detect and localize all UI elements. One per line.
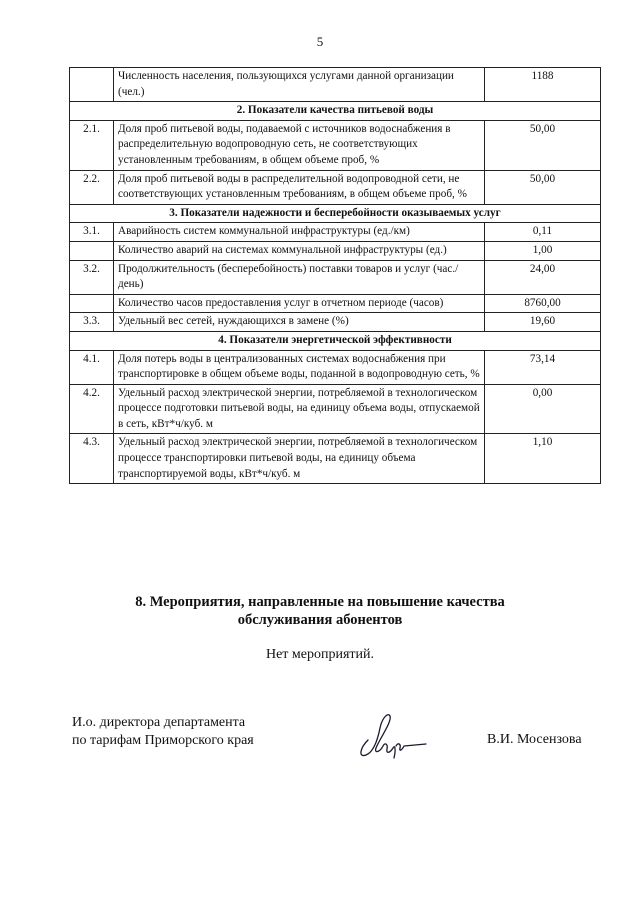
section-8-heading-line: обслуживания абонентов (237, 612, 403, 628)
signatory-name: В.И. Мосензова (487, 732, 582, 747)
table-row (70, 241, 601, 260)
row-number: 2.2. (70, 170, 114, 204)
row-description: Аварийность систем коммунальной инфраструктуры (ед./км) (114, 223, 485, 242)
row-value: 1,10 (485, 434, 601, 484)
row-number (70, 68, 114, 102)
signatory-position (72, 714, 254, 750)
table-row (70, 384, 601, 434)
row-number: 4.2. (70, 384, 114, 434)
row-number: 3.3. (70, 313, 114, 332)
table-row (70, 434, 601, 484)
table-row (70, 120, 601, 170)
row-value: 50,00 (485, 120, 601, 170)
row-number (70, 294, 114, 313)
row-value: 1188 (485, 68, 601, 102)
row-value: 73,14 (485, 350, 601, 384)
row-number: 3.1. (70, 223, 114, 242)
row-number: 4.1. (70, 350, 114, 384)
table-row (70, 350, 601, 384)
table-row (70, 68, 601, 102)
row-description: Численность населения, пользующихся услугами данной организации (чел.) (114, 68, 485, 102)
row-value: 0,11 (485, 223, 601, 242)
row-description: Доля проб питьевой воды в распределительной водопроводной сети, не соответствующих установленным требованиям, в общем объеме проб, % (114, 170, 485, 204)
row-number: 2.1. (70, 120, 114, 170)
row-description: Доля проб питьевой воды, подаваемой с источников водоснабжения в распределительную водопроводную сеть, не соответствующих установленным требованиям, в общем объеме проб, % (114, 120, 485, 170)
row-value: 8760,00 (485, 294, 601, 313)
row-number: 3.2. (70, 260, 114, 294)
section-heading: 2. Показатели качества питьевой воды (70, 102, 601, 121)
section-row (70, 102, 601, 121)
row-value: 0,00 (485, 384, 601, 434)
row-number (70, 241, 114, 260)
indicators-table (69, 67, 601, 484)
page-number: 5 (316, 34, 324, 49)
row-description: Продолжительность (бесперебойность) поставки товаров и услуг (час./день) (114, 260, 485, 294)
table-row (70, 170, 601, 204)
table-row (70, 260, 601, 294)
row-description: Удельный расход электрической энергии, потребляемой в технологическом процессе транспортировки питьевой воды, на единицу объема транспортируемой воды, кВт*ч/куб. м (114, 434, 485, 484)
section-heading: 3. Показатели надежности и бесперебойности оказываемых услуг (70, 204, 601, 223)
table-row (70, 294, 601, 313)
row-description: Удельный расход электрической энергии, потребляемой в технологическом процессе подготовки питьевой воды, на единицу объема воды, отпускаемой в сеть, кВт*ч/куб. м (114, 384, 485, 434)
row-number: 4.3. (70, 434, 114, 484)
row-value: 19,60 (485, 313, 601, 332)
row-description: Доля потерь воды в централизованных системах водоснабжения при транспортировке в общем объеме воды, поданной в водопроводную сеть, % (114, 350, 485, 384)
signature-scribble (350, 708, 430, 764)
section-8-heading-line: 8. Мероприятия, направленные на повышение качества (135, 594, 505, 610)
no-events-text: Нет мероприятий. (265, 647, 375, 662)
signatory-position-line: И.о. директора департамента (72, 715, 246, 730)
row-description: Количество часов предоставления услуг в отчетном периоде (часов) (114, 294, 485, 313)
row-value: 24,00 (485, 260, 601, 294)
row-value: 1,00 (485, 241, 601, 260)
signatory-position-line: по тарифам Приморского края (72, 733, 254, 748)
row-value: 50,00 (485, 170, 601, 204)
table-row (70, 223, 601, 242)
section-heading: 4. Показатели энергетической эффективности (70, 331, 601, 350)
row-description: Количество аварий на системах коммунальной инфраструктуры (ед.) (114, 241, 485, 260)
handwritten-signature (350, 708, 430, 769)
row-description: Удельный вес сетей, нуждающихся в замене (%) (114, 313, 485, 332)
section-8-heading (0, 593, 640, 629)
section-row (70, 331, 601, 350)
section-row (70, 204, 601, 223)
table-row (70, 313, 601, 332)
